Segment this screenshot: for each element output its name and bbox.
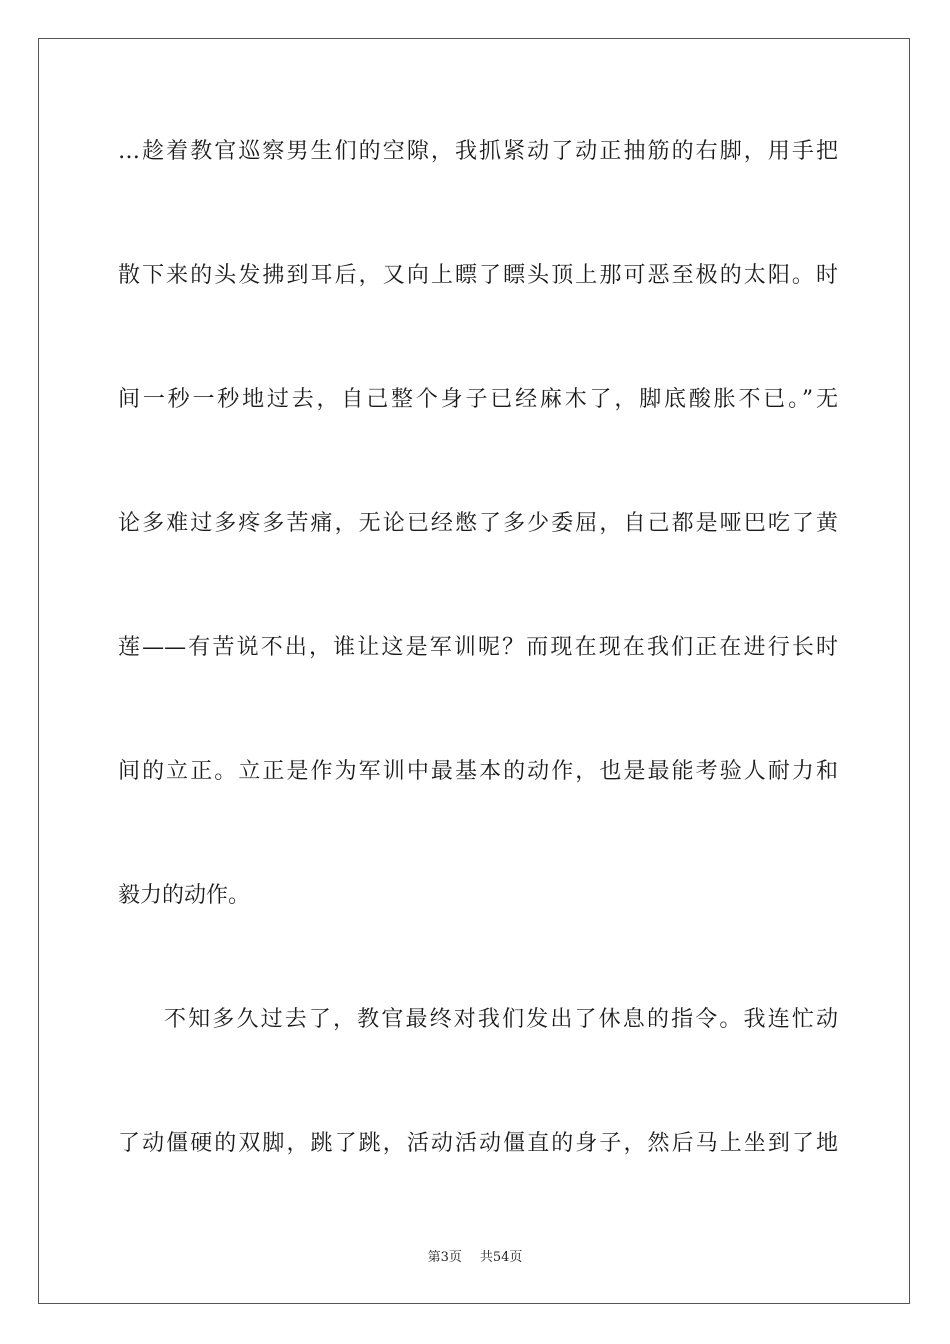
page-footer [0,1246,950,1265]
text-line-1: …趁着教官巡察男生们的空隙，我抓紧动了动正抽筋的右脚，用手把 [118,139,838,164]
page-border [38,38,910,1304]
text-line-9: 了动僵硬的双脚，跳了跳，活动活动僵直的身子，然后马上坐到了地 [118,1131,838,1156]
text-line-4: 论多难过多疼多苦痛，无论已经憋了多少委屈，自己都是哑巴吃了黄 [118,511,838,536]
text-line-7: 毅力的动作。 [118,883,251,908]
page-total: 共54页 [479,1250,523,1265]
text-line-3: 间一秒一秒地过去，自己整个身子已经麻木了，脚底酸胀不已。”无 [118,387,838,412]
page-number: 第3页 [427,1250,462,1265]
text-line-8: 不知多久过去了，教官最终对我们发出了休息的指令。我连忙动 [164,1007,838,1032]
text-line-5: 莲——有苦说不出，谁让这是军训呢？而现在现在我们正在进行长时 [118,635,838,660]
text-line-6: 间的立正。立正是作为军训中最基本的动作，也是最能考验人耐力和 [118,759,838,784]
text-line-2: 散下来的头发拂到耳后，又向上瞟了瞟头顶上那可恶至极的太阳。时 [118,263,838,288]
